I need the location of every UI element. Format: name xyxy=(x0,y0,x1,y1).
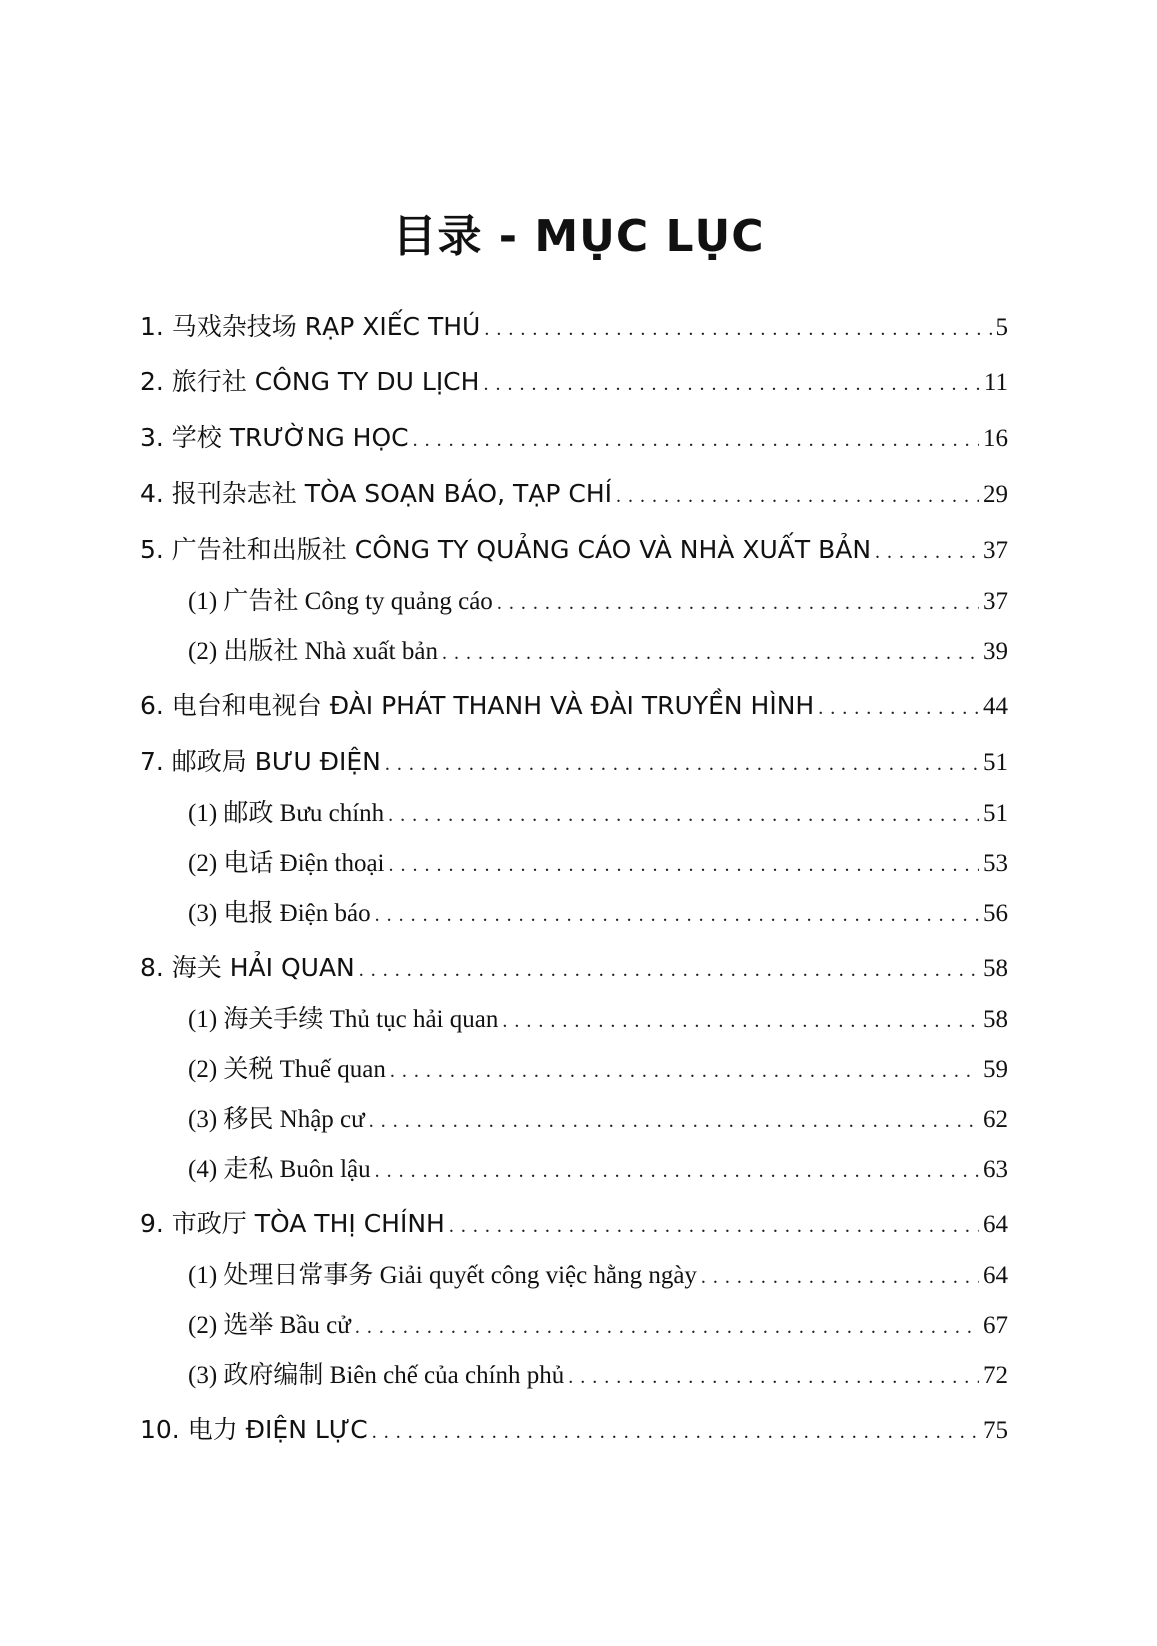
toc-entry-label: (1) 广告社 Công ty quảng cáo xyxy=(188,588,493,615)
toc-entry-label: 5. 广告社和出版社 CÔNG TY QUẢNG CÁO VÀ NHÀ XUẤT BẢN xyxy=(140,535,872,564)
dot-leader xyxy=(355,1316,979,1339)
dot-leader xyxy=(502,1010,979,1033)
toc-entry-label: 9. 市政厅 TÒA THỊ CHÍNH xyxy=(140,1209,445,1238)
dot-leader xyxy=(375,904,979,927)
toc-entry-label: 1. 马戏杂技场 RẠP XIẾC THÚ xyxy=(140,312,481,341)
toc-entry-label: (2) 出版社 Nhà xuất bản xyxy=(188,638,438,665)
toc-entry-page: 67 xyxy=(983,1312,1008,1339)
toc-entry-page: 44 xyxy=(983,693,1008,720)
dot-leader xyxy=(372,1421,979,1444)
toc-entry-page: 75 xyxy=(983,1417,1008,1444)
toc-entry-3[interactable] xyxy=(140,418,1008,454)
dot-leader xyxy=(390,1060,979,1083)
toc-subentry-8-1[interactable] xyxy=(188,999,1008,1035)
toc-entry-page: 16 xyxy=(983,425,1008,452)
toc-subentry-9-1[interactable] xyxy=(188,1255,1008,1291)
toc-subentry-7-2[interactable] xyxy=(188,843,1008,879)
dot-leader xyxy=(616,485,979,508)
toc-entry-label: (3) 政府编制 Biên chế của chính phủ xyxy=(188,1362,565,1389)
toc-entry-page: 64 xyxy=(983,1211,1008,1238)
toc-subentry-9-2[interactable] xyxy=(188,1305,1008,1341)
toc-subentry-7-3[interactable] xyxy=(188,893,1008,929)
dot-leader xyxy=(359,959,979,982)
dot-leader xyxy=(388,804,979,827)
toc-entry-1[interactable] xyxy=(140,307,1008,343)
dot-leader xyxy=(701,1266,979,1289)
dot-leader xyxy=(449,1215,979,1238)
toc-entry-label: 4. 报刊杂志社 TÒA SOẠN BÁO, TẠP CHÍ xyxy=(140,479,613,508)
dot-leader xyxy=(484,318,991,341)
dot-leader xyxy=(369,1110,979,1133)
dot-leader xyxy=(568,1366,979,1389)
dot-leader xyxy=(818,697,979,720)
toc-entry-page: 51 xyxy=(983,800,1008,827)
dot-leader xyxy=(497,592,979,615)
toc-entry-page: 72 xyxy=(983,1362,1008,1389)
toc-entry-label: 2. 旅行社 CÔNG TY DU LỊCH xyxy=(140,367,480,396)
toc-subentry-8-2[interactable] xyxy=(188,1049,1008,1085)
toc-entry-label: (3) 移民 Nhập cư xyxy=(188,1106,365,1133)
toc-entry-page: 37 xyxy=(983,588,1008,615)
toc-entry-7[interactable] xyxy=(140,742,1008,778)
toc-entry-page: 63 xyxy=(983,1156,1008,1183)
dot-leader xyxy=(385,753,979,776)
toc-entry-5[interactable] xyxy=(140,530,1008,566)
toc-subentry-9-3[interactable] xyxy=(188,1355,1008,1391)
toc-entry-6[interactable] xyxy=(140,686,1008,722)
toc-entry-label: (1) 处理日常事务 Giải quyết công việc hằng ngày xyxy=(188,1262,697,1289)
toc-entry-page: 64 xyxy=(983,1262,1008,1289)
toc-entry-page: 56 xyxy=(983,900,1008,927)
toc-entry-label: 6. 电台和电视台 ĐÀI PHÁT THANH VÀ ĐÀI TRUYỀN HÌNH xyxy=(140,691,815,720)
dot-leader xyxy=(375,1160,979,1183)
toc-entry-2[interactable] xyxy=(140,362,1008,398)
toc-entry-label: 7. 邮政局 BƯU ĐIỆN xyxy=(140,747,381,776)
toc-entry-page: 5 xyxy=(995,314,1008,341)
dot-leader xyxy=(413,429,979,452)
toc-entry-page: 58 xyxy=(983,955,1008,982)
toc-subentry-7-1[interactable] xyxy=(188,793,1008,829)
toc-entry-label: 8. 海关 HẢI QUAN xyxy=(140,953,355,982)
toc-entry-9[interactable] xyxy=(140,1204,1008,1240)
toc-entry-label: (2) 关税 Thuế quan xyxy=(188,1056,386,1083)
dot-leader xyxy=(875,541,979,564)
toc-entry-page: 29 xyxy=(983,481,1008,508)
toc-subentry-8-3[interactable] xyxy=(188,1099,1008,1135)
dot-leader xyxy=(483,373,979,396)
toc-entry-10[interactable] xyxy=(140,1410,1008,1446)
toc-entry-page: 58 xyxy=(983,1006,1008,1033)
dot-leader xyxy=(389,854,980,877)
toc-entry-label: (2) 电话 Điện thoại xyxy=(188,850,385,877)
toc-entry-8[interactable] xyxy=(140,948,1008,984)
dot-leader xyxy=(442,642,979,665)
toc-entry-page: 59 xyxy=(983,1056,1008,1083)
toc-entry-label: (1) 邮政 Bưu chính xyxy=(188,800,385,827)
toc-subentry-8-4[interactable] xyxy=(188,1149,1008,1185)
toc-entry-page: 62 xyxy=(983,1106,1008,1133)
page-title: 目录 - MỤC LỤC xyxy=(392,211,765,262)
toc-entry-label: (4) 走私 Buôn lậu xyxy=(188,1156,371,1183)
toc-entry-4[interactable] xyxy=(140,474,1008,510)
toc-entry-page: 37 xyxy=(983,537,1008,564)
toc-entry-label: 3. 学校 TRƯỜNG HỌC xyxy=(140,423,409,452)
toc-subentry-5-2[interactable] xyxy=(188,631,1008,667)
toc-entry-page: 53 xyxy=(983,850,1008,877)
toc-entry-page: 11 xyxy=(983,369,1008,396)
toc-entry-label: (2) 选举 Bầu cử xyxy=(188,1312,351,1339)
toc-entry-page: 51 xyxy=(983,749,1008,776)
toc-entry-label: (3) 电报 Điện báo xyxy=(188,900,371,927)
toc-entry-page: 39 xyxy=(983,638,1008,665)
toc-entry-label: (1) 海关手续 Thủ tục hải quan xyxy=(188,1006,499,1033)
toc-entry-label: 10. 电力 ĐIỆN LỰC xyxy=(140,1415,368,1444)
toc-subentry-5-1[interactable] xyxy=(188,581,1008,617)
